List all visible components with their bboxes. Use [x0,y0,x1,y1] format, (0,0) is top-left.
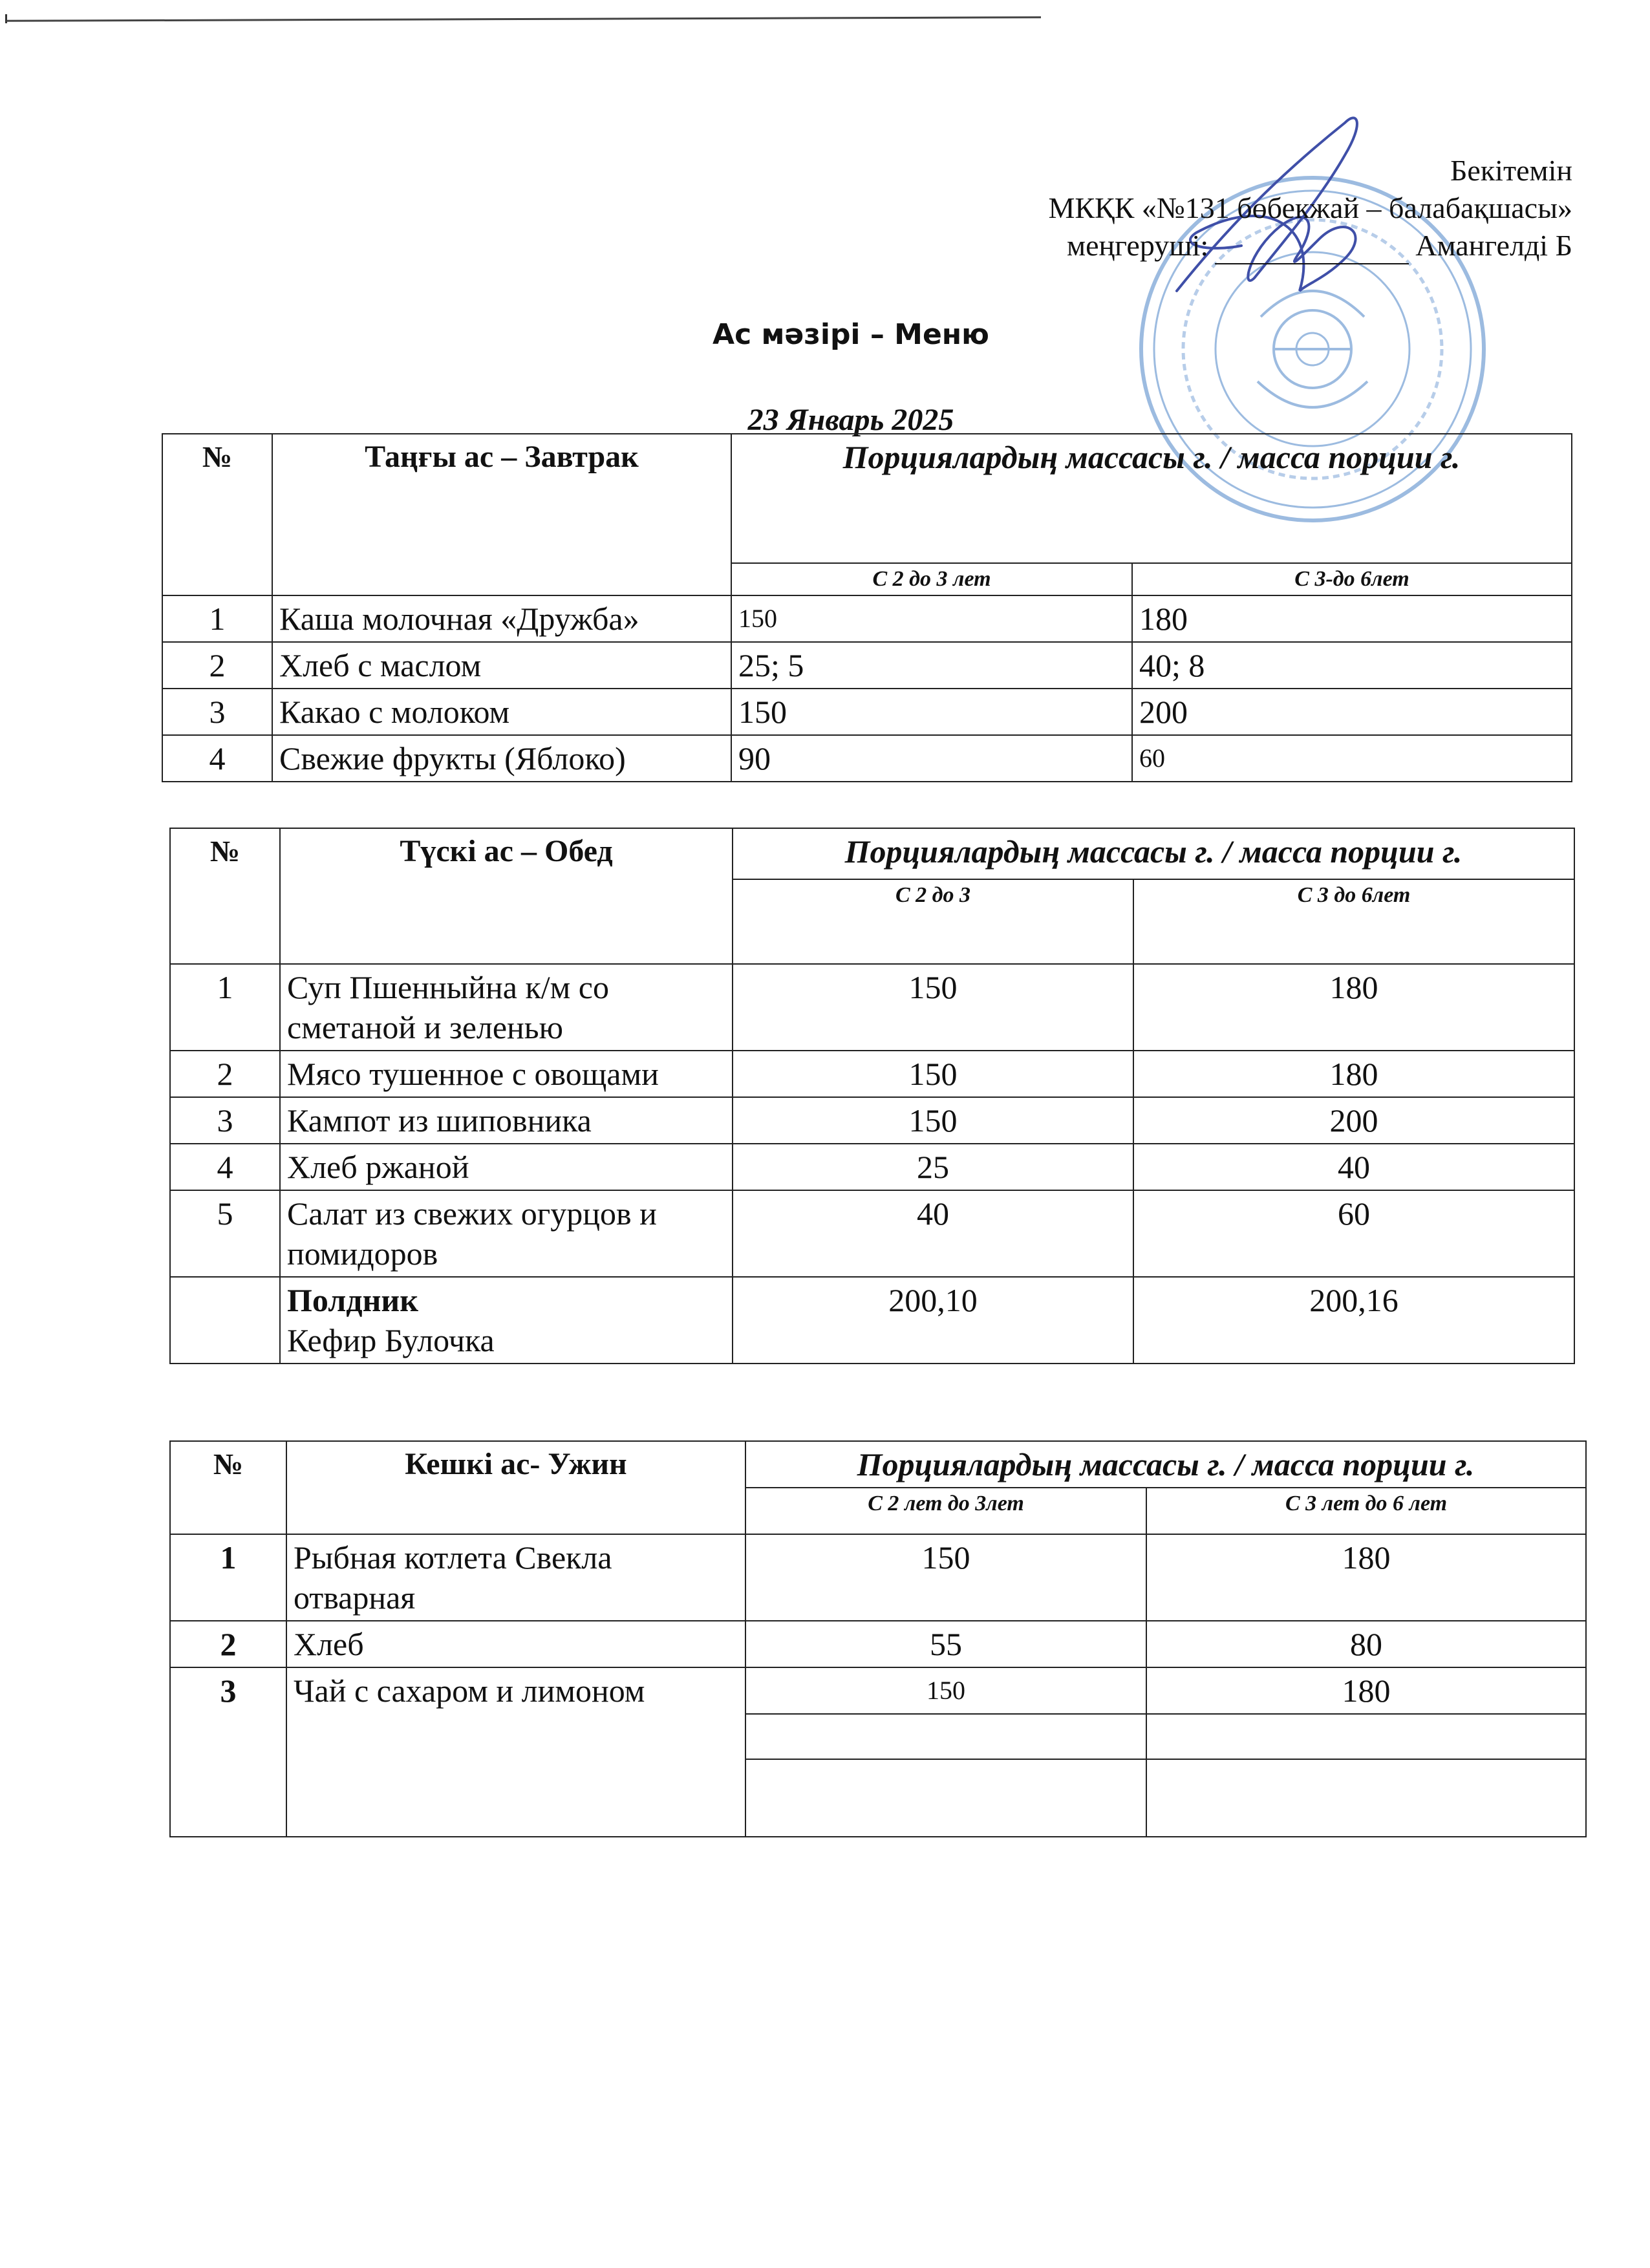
snack-items: Кефир Булочка [287,1322,495,1358]
col-num-header: № [162,434,272,595]
table-row [170,1667,1586,1714]
dish-name: Какао с молоком [272,689,731,735]
snack-cell [280,1277,733,1364]
table-row [170,1051,1574,1097]
dish-name: Хлеб [286,1621,745,1667]
row-num: 3 [162,689,272,735]
empty-cell [745,1759,1146,1837]
col-num-header: № [170,1441,286,1534]
signature-blank [1215,235,1409,264]
approval-block [1048,152,1572,264]
age-group-2: С 3-до 6лет [1132,563,1572,595]
breakfast-table [162,433,1572,782]
col-meal-header: Таңғы ас – Завтрак [272,434,731,595]
col-meal-header: Түскі ас – Обед [280,828,733,964]
portion-2-3: 55 [745,1621,1146,1667]
age-group-1: С 2 до 3 [733,879,1133,964]
dish-name: Свежие фрукты (Яблоко) [272,735,731,782]
dish-name: Чай с сахаром и лимоном [286,1667,745,1837]
scan-corner-mark [5,14,14,23]
lunch-table [169,828,1575,1364]
portion-2-3: 90 [731,735,1132,782]
portion-3-6: 40; 8 [1132,642,1572,689]
row-num: 3 [170,1097,280,1144]
dish-name: Суп Пшенныйна к/м со сметаной и зеленью [280,964,733,1051]
dish-name: Кампот из шиповника [280,1097,733,1144]
portion-3-6: 180 [1132,595,1572,642]
portion-2-3: 150 [731,595,1132,642]
age-group-2: С 3 лет до 6 лет [1146,1488,1586,1534]
table-row [170,964,1574,1051]
dish-name: Хлеб ржаной [280,1144,733,1190]
table-row [162,642,1572,689]
row-num: 2 [170,1621,286,1667]
portion-3-6: 40 [1133,1144,1574,1190]
age-group-1: С 2 до 3 лет [731,563,1132,595]
portion-2-3: 40 [733,1190,1133,1277]
dish-name: Мясо тушенное с овощами [280,1051,733,1097]
table-row [162,595,1572,642]
row-num: 5 [170,1190,280,1277]
portion-3-6: 200,16 [1133,1277,1574,1364]
col-mass-header: Порциялардың массасы г. / масса порции г. [745,1441,1586,1488]
portion-3-6: 180 [1146,1534,1586,1621]
row-num: 1 [170,1534,286,1621]
portion-2-3: 25; 5 [731,642,1132,689]
portion-2-3: 150 [731,689,1132,735]
table-header-row [170,828,1574,879]
table-row [170,1621,1586,1667]
portion-2-3: 150 [733,1097,1133,1144]
empty-cell [745,1714,1146,1759]
approval-line1: Бекітемін [1450,154,1572,187]
empty-cell [1146,1714,1586,1759]
page-title: Ас мәзірі – Меню [712,318,989,351]
col-num-header: № [170,828,280,964]
table-row [170,1534,1586,1621]
portion-3-6: 180 [1133,1051,1574,1097]
dinner-table [169,1440,1587,1837]
approval-name: Амангелді Б [1415,229,1572,262]
portion-3-6: 60 [1132,735,1572,782]
table-row [162,735,1572,782]
snack-row [170,1277,1574,1364]
portion-3-6: 180 [1146,1667,1586,1714]
portion-2-3: 150 [733,964,1133,1051]
portion-2-3: 25 [733,1144,1133,1190]
row-num: 2 [170,1051,280,1097]
col-meal-header: Кешкі ас- Ужин [286,1441,745,1534]
row-num: 4 [162,735,272,782]
portion-2-3: 150 [745,1534,1146,1621]
dish-name: Салат из свежих огурцов и помидоров [280,1190,733,1277]
col-mass-header: Порциялардың массасы г. / масса порции г. [731,434,1572,563]
menu-date: 23 Январь 2025 [747,403,954,437]
dish-name: Рыбная котлета Свекла отварная [286,1534,745,1621]
table-row [170,1097,1574,1144]
empty-cell [1146,1759,1586,1837]
table-row [170,1144,1574,1190]
portion-3-6: 80 [1146,1621,1586,1667]
snack-num [170,1277,280,1364]
approval-line2: МКҚК «№131 бөбекжай – балабақшасы» [1048,191,1572,224]
table-row [162,689,1572,735]
row-num: 2 [162,642,272,689]
approval-line3 [1048,227,1572,264]
portion-3-6: 60 [1133,1190,1574,1277]
col-mass-header: Порциялардың массасы г. / масса порции г. [733,828,1574,879]
portion-2-3: 200,10 [733,1277,1133,1364]
table-row [170,1190,1574,1277]
portion-3-6: 200 [1132,689,1572,735]
scan-edge-line [6,16,1041,22]
table-header-row [170,1441,1586,1488]
row-num: 4 [170,1144,280,1190]
dish-name: Каша молочная «Дружба» [272,595,731,642]
portion-2-3: 150 [745,1667,1146,1714]
snack-title: Полдник [287,1282,419,1318]
age-group-2: С 3 до 6лет [1133,879,1574,964]
row-num: 1 [162,595,272,642]
portion-3-6: 200 [1133,1097,1574,1144]
approval-label: меңгеруші: [1067,229,1209,262]
row-num: 1 [170,964,280,1051]
table-header-row [162,434,1572,563]
portion-3-6: 180 [1133,964,1574,1051]
dish-name: Хлеб с маслом [272,642,731,689]
portion-2-3: 150 [733,1051,1133,1097]
age-group-1: С 2 лет до 3лет [745,1488,1146,1534]
row-num: 3 [170,1667,286,1837]
